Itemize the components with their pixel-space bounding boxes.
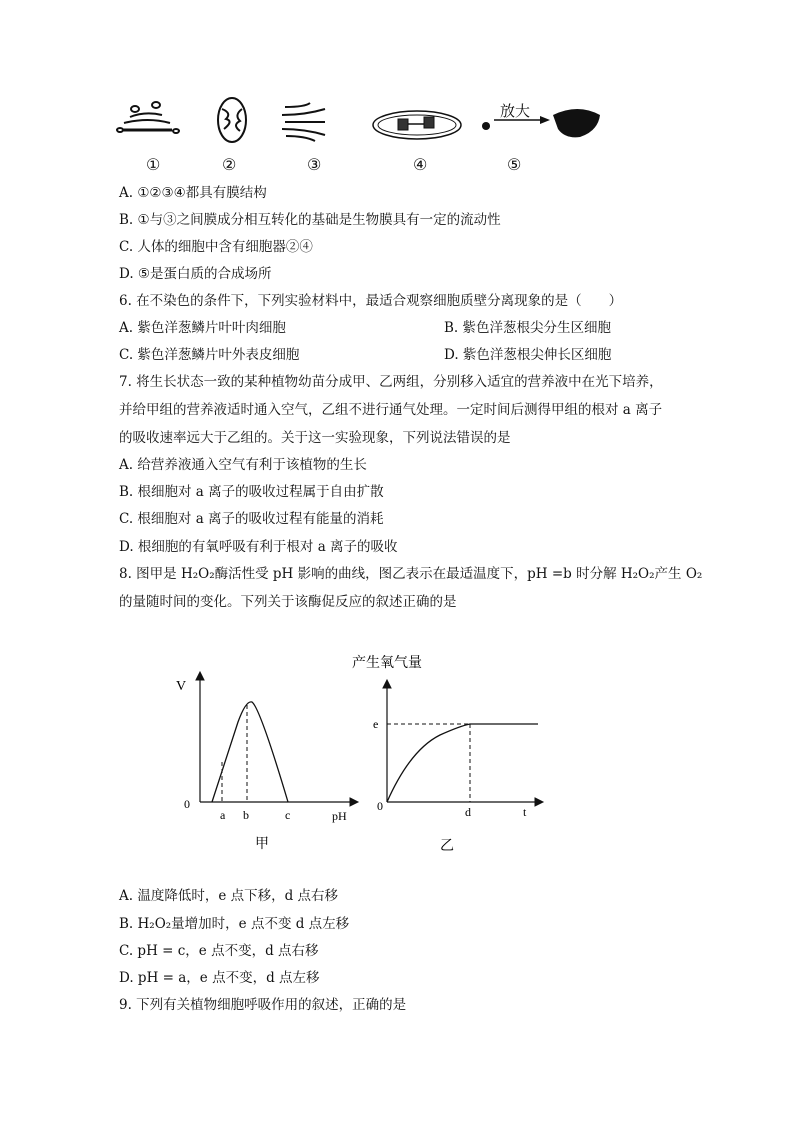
label-2: ② bbox=[222, 155, 237, 174]
q7-stem-2: 并给甲组的营养液适时通入空气，乙组不进行通气处理。一定时间后测得甲组的根对 a 离子 bbox=[119, 402, 663, 418]
q7-option-a: A. 给营养液通入空气有利于该植物的生长 bbox=[119, 457, 367, 473]
q8-option-c: C. pH = c，e 点不变，d 点右移 bbox=[119, 943, 319, 959]
graph-jia bbox=[196, 672, 358, 806]
mitochondrion-drawing bbox=[218, 98, 246, 142]
yi-origin: 0 bbox=[377, 799, 383, 813]
graphs-svg bbox=[160, 650, 560, 860]
label-5: ⑤ bbox=[507, 155, 522, 174]
q5-option-d: D. ⑤是蛋白质的合成场所 bbox=[119, 266, 272, 282]
yi-caption: 乙 bbox=[440, 839, 454, 854]
q6-option-d: D. 紫色洋葱根尖伸长区细胞 bbox=[444, 347, 612, 363]
enlarge-label: 放大 bbox=[500, 102, 531, 120]
q8-option-d: D. pH = a，e 点不变，d 点左移 bbox=[119, 970, 320, 986]
q7-option-b: B. 根细胞对 a 离子的吸收过程属于自由扩散 bbox=[119, 484, 384, 500]
q6-option-c: C. 紫色洋葱鳞片叶外表皮细胞 bbox=[119, 347, 300, 363]
q7-stem-1: 7. 将生长状态一致的某种植物幼苗分成甲、乙两组，分别移入适宜的营养液中在光下培养， bbox=[119, 374, 663, 390]
yi-tick-t: t bbox=[523, 805, 527, 819]
q7-stem-3: 的吸收速率远大于乙组的。关于这一实验现象，下列说法错误的是 bbox=[119, 430, 511, 446]
jia-x-label: pH bbox=[332, 809, 347, 823]
jia-origin: 0 bbox=[184, 797, 190, 811]
yi-y-label: 产生氧气量 bbox=[352, 656, 422, 671]
q8-option-b: B. H₂O₂量增加时，e 点不变 d 点左移 bbox=[119, 916, 350, 932]
q5-option-a: A. ①②③④都具有膜结构 bbox=[119, 185, 267, 201]
yi-e-label: e bbox=[373, 717, 379, 731]
q6-option-b: B. 紫色洋葱根尖分生区细胞 bbox=[444, 320, 612, 336]
er-drawing bbox=[282, 103, 325, 141]
organelle-figure bbox=[110, 95, 630, 185]
q9-stem: 9. 下列有关植物细胞呼吸作用的叙述，正确的是 bbox=[119, 997, 407, 1013]
graph-yi bbox=[383, 680, 543, 806]
q5-option-b: B. ①与③之间膜成分相互转化的基础是生物膜具有一定的流动性 bbox=[119, 212, 501, 228]
chloroplast-drawing bbox=[373, 111, 461, 139]
q6-option-a: A. 紫色洋葱鳞片叶叶肉细胞 bbox=[119, 320, 286, 336]
organelle-drawings bbox=[110, 95, 630, 185]
jia-tick-b: b bbox=[243, 808, 249, 822]
q7-option-d: D. 根细胞的有氧呼吸有利于根对 a 离子的吸收 bbox=[119, 539, 398, 555]
q6-stem: 6. 在不染色的条件下，下列实验材料中，最适合观察细胞质壁分离现象的是（ ） bbox=[119, 293, 623, 309]
q5-option-c: C. 人体的细胞中含有细胞器②④ bbox=[119, 239, 313, 255]
yi-tick-d: d bbox=[465, 805, 471, 819]
q8-option-a: A. 温度降低时，e 点下移，d 点右移 bbox=[119, 888, 339, 904]
graphs bbox=[160, 650, 560, 860]
golgi-drawing bbox=[117, 102, 179, 133]
jia-tick-a: a bbox=[220, 808, 226, 822]
label-4: ④ bbox=[413, 155, 428, 174]
q8-stem-1: 8. 图甲是 H₂O₂酶活性受 pH 影响的曲线，图乙表示在最适温度下，pH =b 时分解 H₂O₂产生 O₂ bbox=[119, 566, 703, 582]
label-3: ③ bbox=[307, 155, 322, 174]
jia-tick-c: c bbox=[285, 808, 291, 822]
jia-y-label: V bbox=[176, 679, 187, 694]
label-1: ① bbox=[146, 155, 161, 174]
jia-caption: 甲 bbox=[255, 837, 269, 852]
q7-option-c: C. 根细胞对 a 离子的吸收过程有能量的消耗 bbox=[119, 511, 384, 527]
q8-stem-2: 的量随时间的变化。下列关于该酶促反应的叙述正确的是 bbox=[119, 594, 457, 610]
